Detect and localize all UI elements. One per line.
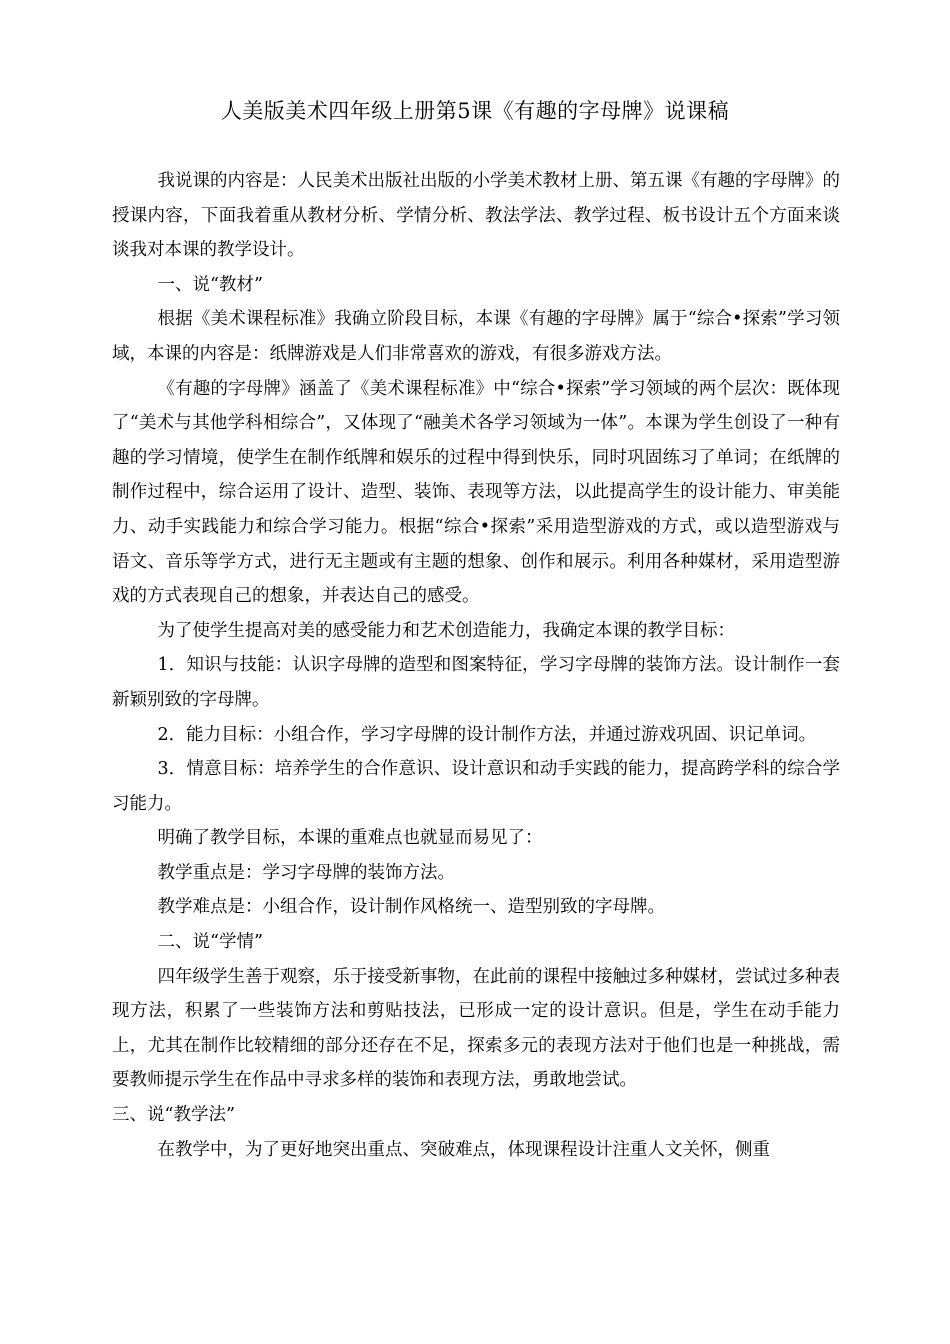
document-body [112,164,840,1167]
paragraph-standard: 根据《美术课程标准》我确立阶段目标，本课《有趣的字母牌》属于“综合•探索”学习领域，本课的内容是：纸牌游戏是人们非常喜欢的游戏，有很多游戏方法。 [112,309,840,364]
paragraph-method: 在教学中，为了更好地突出重点、突破难点，体现课程设计注重人文关怀，侧重 [157,1139,770,1160]
paragraph-goal-emotion: 3．情意目标：培养学生的合作意识、设计意识和动手实践的能力，提高跨学科的综合学习能力。 [112,759,840,814]
paragraph-key-point: 教学重点是：学习字母牌的装饰方法。 [157,862,455,883]
paragraph-student-analysis: 四年级学生善于观察，乐于接受新事物，在此前的课程中接触过多种媒材，尝试过多种表现方法，积累了一些装饰方法和剪贴技法，已形成一定的设计意识。但是，学生在动手能力上，尤其在制作比较精细的部分还存在不足，探索多元的表现方法对于他们也是一种挑战，需要教师提示学生在作品中寻求多样的装饰和表现方法，勇敢地尝试。 [112,966,840,1091]
document-title: 人美版美术四年级上册第5课《有趣的字母牌》说课稿 [220,99,730,123]
paragraph-goals-intro: 为了使学生提高对美的感受能力和艺术创造能力，我确定本课的教学目标： [157,620,735,641]
section-heading-student: 二、说“学情” [157,932,263,953]
paragraph-intro: 我说课的内容是：人民美术出版社出版的小学美术教材上册、第五课《有趣的字母牌》的授课内容，下面我着重从教材分析、学情分析、教法学法、教学过程、板书设计五个方面来谈谈我对本课的教学设计。 [112,171,840,261]
paragraph-goal-ability: 2．能力目标：小组合作，学习字母牌的设计制作方法，并通过游戏巩固、识记单词。 [157,724,817,745]
paragraph-difficult-point: 教学难点是：小组合作，设计制作风格统一、造型别致的字母牌。 [157,897,665,918]
section-heading-textbook: 一、说“教材” [157,274,263,295]
paragraph-textbook-analysis: 《有趣的字母牌》涵盖了《美术课程标准》中“综合•探索”学习领域的两个层次：既体现了“美术与其他学科相综合”，又体现了“融美术各学习领域为一体”。本课为学生创设了一种有趣的学习情境，使学生在制作纸牌和娱乐的过程中得到快乐，同时巩固练习了单词；在纸牌的制作过程中，综合运用了设计、造型、装饰、表现等方法，以此提高学生的设计能力、审美能力、动手实践能力和综合学习能力。根据“综合•探索”采用造型游戏的方式，或以造型游戏与语文、音乐等学方式，进行无主题或有主题的想象、创作和展示。利用各种媒材，采用造型游戏的方式表现自己的想象，并表达自己的感受。 [112,378,840,607]
section-heading-method: 三、说“教学法” [112,1105,235,1126]
paragraph-key-points-intro: 明确了教学目标，本课的重难点也就显而易见了： [157,828,543,849]
paragraph-goal-knowledge: 1．知识与技能：认识字母牌的造型和图案特征，学习字母牌的装饰方法。设计制作一套新颖别致的字母牌。 [112,655,840,710]
